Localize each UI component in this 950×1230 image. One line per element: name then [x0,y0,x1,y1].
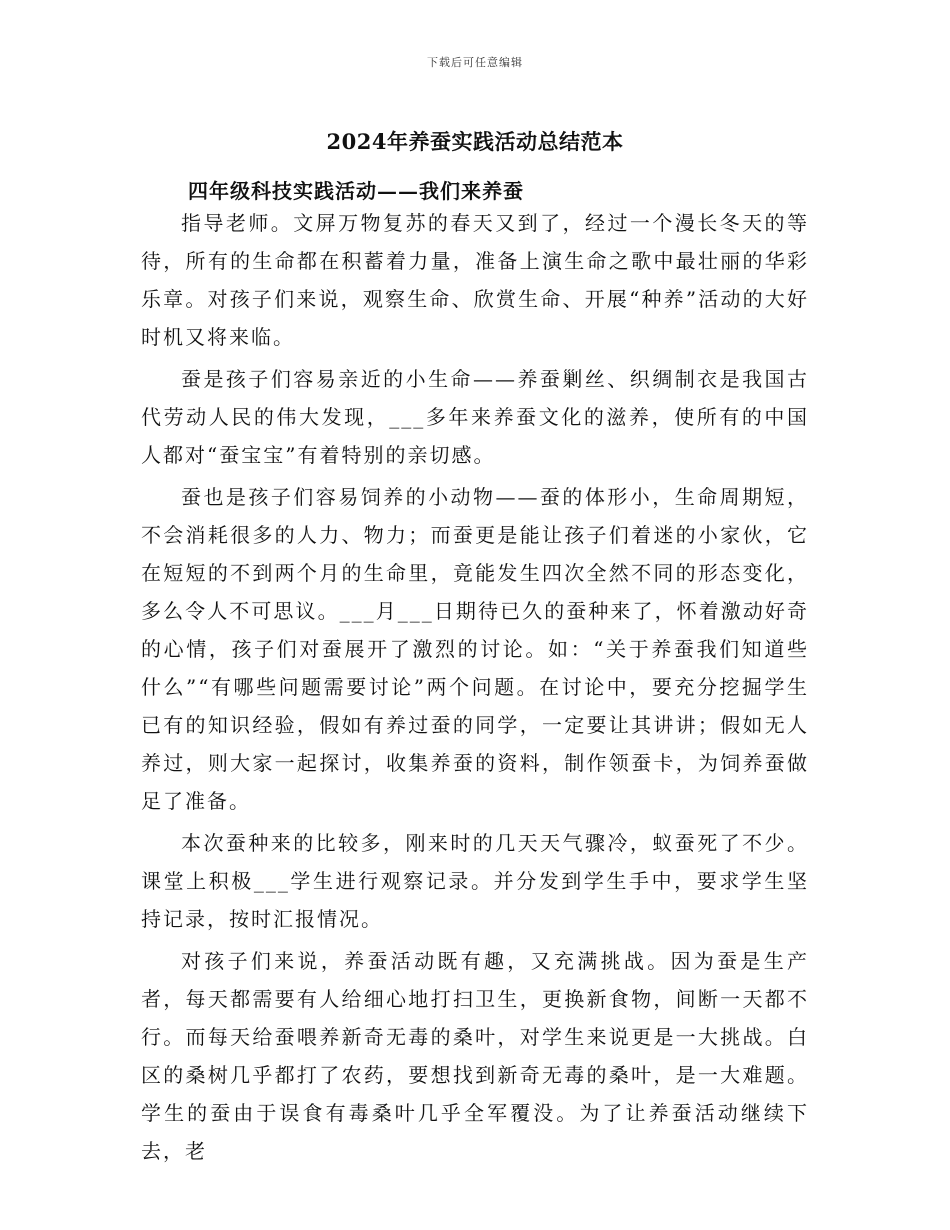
paragraph: 蚕是孩子们容易亲近的小生命——养蚕剿丝、织绸制衣是我国古代劳动人民的伟大发现，___多年来养蚕文化的滋养，使所有的中国人都对“蚕宝宝”有着特别的亲切感。 [141,367,809,467]
paragraph: 蚕也是孩子们容易饲养的小动物——蚕的体形小，生命周期短，不会消耗很多的人力、物力；而蚕更是能让孩子们着迷的小家伙，它在短短的不到两个月的生命里，竟能发生四次全然不同的形态变化，多么令人不可思议。___月___日期待已久的蚕种来了，怀着激动好奇的心情，孩子们对蚕展开了激烈的讨论。如：“关于养蚕我们知道些什么”“有哪些问题需要讨论”两个问题。在讨论中，要充分挖掘学生已有的知识经验，假如有养过蚕的同学，一定要让其讲讲；假如无人养过，则大家一起探讨，收集养蚕的资料，制作领蚕卡，为饲养蚕做足了准备。 [141,485,809,813]
paragraph: 指导老师。文屏万物复苏的春天又到了，经过一个漫长冬天的等待，所有的生命都在积蓄着力量，准备上演生命之歌中最壮丽的华彩乐章。对孩子们来说，观察生命、欣赏生命、开展“种养”活动的大好时机又将来临。 [141,211,809,349]
document-title: 2024年养蚕实践活动总结范本 [326,129,624,154]
paragraph: 对孩子们来说，养蚕活动既有趣，又充满挑战。因为蚕是生产者，每天都需要有人给细心地打扫卫生，更换新食物，间断一天都不行。而每天给蚕喂养新奇无毒的桑叶，对学生来说更是一大挑战。白区的桑树几乎都打了农药，要想找到新奇无毒的桑叶，是一大难题。学生的蚕由于误食有毒桑叶几乎全军覆没。为了让养蚕活动继续下去，老 [141,949,809,1163]
document-subtitle: 四年级科技实践活动——我们来养蚕 [188,179,524,203]
paragraph: 本次蚕种来的比较多，刚来时的几天天气骤冷，蚁蚕死了不少。课堂上积极___学生进行观察记录。并分发到学生手中，要求学生坚持记录，按时汇报情况。 [141,831,809,931]
document-body [141,204,809,1174]
page-header-note: 下载后可任意编辑 [427,56,523,69]
